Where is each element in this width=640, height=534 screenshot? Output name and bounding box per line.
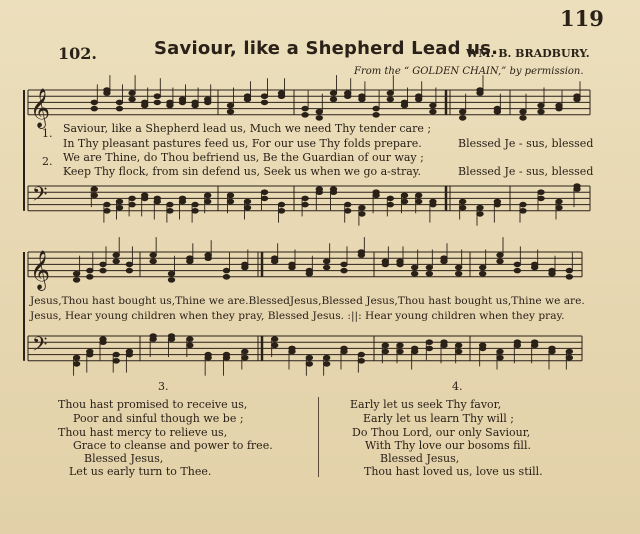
note-head (330, 91, 336, 96)
lyric-line: We are Thine, do Thou befriend us, Be the Guardian of our way ; (63, 151, 424, 164)
note-head (73, 271, 79, 276)
note-head (426, 346, 432, 351)
stanza-line: Early let us learn Thy will ; (363, 412, 514, 425)
note-head (556, 199, 562, 204)
note-head (192, 202, 198, 207)
verse-number: 2. (42, 155, 53, 168)
clef: 𝄞 (30, 87, 51, 128)
note-head (73, 362, 79, 367)
stanza-divider (318, 397, 319, 477)
note-head (330, 187, 336, 192)
note-head (574, 94, 580, 99)
note-head (531, 262, 537, 267)
note-head (205, 199, 211, 204)
note-head (87, 275, 93, 280)
refrain-line: Blessed Je - sus, blessed (458, 165, 594, 178)
note-head (426, 265, 432, 270)
note-head (358, 250, 364, 255)
note-head (494, 199, 500, 204)
note-head (227, 199, 233, 204)
note-head (129, 97, 135, 102)
note-head (549, 268, 555, 273)
note-head (73, 355, 79, 360)
note-head (430, 103, 436, 108)
note-head (223, 275, 229, 280)
note-head (323, 355, 329, 360)
note-head (430, 199, 436, 204)
note-head (154, 94, 160, 99)
note-head (441, 340, 447, 345)
lyric-line: Jesus, Hear young children when they pray, Blessed Jesus. :||: Hear young children when they pray. (30, 310, 565, 322)
note-head (459, 199, 465, 204)
page-number: 119 (560, 6, 604, 31)
note-head (345, 91, 351, 96)
stanza-line: Blessed Jesus, (84, 452, 164, 465)
note-head (187, 337, 193, 342)
note-head (104, 209, 110, 214)
note-head (302, 202, 308, 207)
note-head (223, 268, 229, 273)
note-head (430, 109, 436, 114)
note-head (116, 205, 122, 210)
note-head (397, 349, 403, 354)
note-head (244, 94, 250, 99)
note-head (227, 103, 233, 108)
note-head (113, 259, 119, 264)
note-head (549, 346, 555, 351)
note-head (154, 196, 160, 201)
note-head (459, 109, 465, 114)
note-head (129, 91, 135, 96)
note-head (150, 334, 156, 339)
note-head (459, 116, 465, 121)
note-head (341, 346, 347, 351)
note-head (426, 271, 432, 276)
note-head (205, 97, 211, 102)
note-head (514, 340, 520, 345)
note-head (387, 196, 393, 201)
note-head (113, 359, 119, 364)
lyric-line: In Thy pleasant pastures feed us, For our use Thy folds prepare. (63, 137, 422, 150)
note-head (244, 205, 250, 210)
note-head (382, 259, 388, 264)
lyric-line: Saviour, like a Shepherd lead us, Much we need Thy tender care ; (63, 122, 432, 135)
stanza-line: Blessed Jesus, (380, 452, 460, 465)
note-head (73, 278, 79, 283)
note-head (126, 268, 132, 273)
note-head (497, 355, 503, 360)
stanza-line: Thou hast loved us, love us still. (364, 465, 543, 478)
note-head (91, 187, 97, 192)
note-head (323, 265, 329, 270)
note-head (574, 184, 580, 189)
note-head (154, 100, 160, 105)
note-head (387, 97, 393, 102)
notes (73, 75, 580, 376)
note-head (192, 100, 198, 105)
note-head (205, 352, 211, 357)
note-head (566, 275, 572, 280)
note-head (244, 199, 250, 204)
note-head (113, 253, 119, 258)
stanza-line: Poor and sinful though we be ; (73, 412, 244, 425)
note-head (91, 193, 97, 198)
note-head (538, 103, 544, 108)
note-head (520, 116, 526, 121)
note-head (520, 209, 526, 214)
note-head (373, 106, 379, 111)
note-head (316, 187, 322, 192)
note-head (227, 193, 233, 198)
note-head (192, 209, 198, 214)
note-head (341, 268, 347, 273)
note-head (497, 253, 503, 258)
note-head (514, 268, 520, 273)
note-head (306, 268, 312, 273)
note-head (479, 265, 485, 270)
note-head (261, 196, 267, 201)
hymn-number: 102. (58, 44, 97, 63)
note-head (455, 271, 461, 276)
note-head (302, 113, 308, 118)
note-head (87, 268, 93, 273)
note-head (531, 340, 537, 345)
note-head (179, 196, 185, 201)
note-head (330, 97, 336, 102)
note-head (477, 205, 483, 210)
stanza-line: Thou hast promised to receive us, (58, 398, 248, 411)
note-head (306, 362, 312, 367)
note-head (416, 193, 422, 198)
note-head (100, 268, 106, 273)
note-head (91, 106, 97, 111)
note-head (359, 212, 365, 217)
note-head (566, 355, 572, 360)
note-head (401, 100, 407, 105)
note-head (455, 343, 461, 348)
note-head (100, 337, 106, 342)
note-head (168, 271, 174, 276)
note-head (126, 262, 132, 267)
note-head (426, 340, 432, 345)
note-head (387, 202, 393, 207)
note-head (373, 113, 379, 118)
note-head (359, 205, 365, 210)
note-head (187, 256, 193, 261)
note-head (278, 202, 284, 207)
note-head (455, 265, 461, 270)
note-head (538, 109, 544, 114)
note-head (142, 100, 148, 105)
verse-number: 1. (42, 127, 53, 140)
note-head (479, 343, 485, 348)
note-head (566, 268, 572, 273)
note-head (479, 271, 485, 276)
note-head (167, 209, 173, 214)
note-head (142, 193, 148, 198)
note-head (167, 100, 173, 105)
note-head (459, 205, 465, 210)
note-head (129, 202, 135, 207)
note-head (116, 106, 122, 111)
note-head (261, 100, 267, 105)
note-head (167, 202, 173, 207)
note-head (179, 97, 185, 102)
note-head (91, 100, 97, 105)
note-head (278, 209, 284, 214)
stanza-line: With Thy love our bosoms fill. (365, 439, 531, 452)
note-head (345, 202, 351, 207)
note-head (514, 262, 520, 267)
note-head (556, 205, 562, 210)
note-head (242, 262, 248, 267)
note-head (168, 278, 174, 283)
note-head (113, 352, 119, 357)
note-head (520, 202, 526, 207)
stanza-number: 3. (158, 380, 169, 393)
stanza-line: Grace to cleanse and power to free. (73, 439, 273, 452)
note-head (441, 256, 447, 261)
note-head (411, 346, 417, 351)
note-head (397, 259, 403, 264)
note-head (227, 109, 233, 114)
note-head (104, 202, 110, 207)
clef: 𝄢 (32, 332, 48, 361)
note-head (397, 343, 403, 348)
refrain-line: Blessed Je - sus, blessed (458, 137, 594, 150)
note-head (87, 349, 93, 354)
clef: 𝄞 (30, 249, 51, 290)
note-head (497, 259, 503, 264)
note-head (382, 349, 388, 354)
note-head (150, 259, 156, 264)
hymn-title: Saviour, like a Shepherd Lead us. (154, 38, 499, 59)
note-head (401, 193, 407, 198)
note-head (289, 346, 295, 351)
note-head (323, 362, 329, 367)
note-head (116, 100, 122, 105)
note-head (302, 196, 308, 201)
note-head (387, 91, 393, 96)
note-head (150, 253, 156, 258)
note-head (242, 349, 248, 354)
note-head (316, 109, 322, 114)
stanza-number: 4. (452, 380, 463, 393)
note-head (416, 199, 422, 204)
lyric-line: Keep Thy flock, from sin defend us, Seek us when we go a-stray. (63, 165, 422, 178)
note-head (205, 253, 211, 258)
note-head (316, 116, 322, 121)
note-head (358, 352, 364, 357)
note-head (477, 88, 483, 93)
note-head (278, 91, 284, 96)
note-head (556, 103, 562, 108)
lyric-line: Jesus,Thou hast bought us,Thine we are.BlessedJesus,Blessed Jesus,Thou hast bought us,Thine we are. (30, 295, 585, 307)
note-head (271, 343, 277, 348)
stanza-line: Do Thou Lord, our only Saviour, (352, 426, 531, 439)
note-head (411, 271, 417, 276)
note-head (261, 190, 267, 195)
note-head (223, 352, 229, 357)
note-head (538, 196, 544, 201)
note-head (538, 190, 544, 195)
note-head (302, 106, 308, 111)
note-head (126, 349, 132, 354)
note-head (382, 343, 388, 348)
note-head (359, 94, 365, 99)
note-head (373, 190, 379, 195)
note-head (341, 262, 347, 267)
note-head (520, 109, 526, 114)
stanza-line: Thou hast mercy to relieve us, (58, 426, 228, 439)
composer-name: WM. B. BRADBURY. (466, 47, 590, 60)
note-head (129, 196, 135, 201)
note-head (168, 334, 174, 339)
note-head (205, 193, 211, 198)
note-head (289, 262, 295, 267)
note-head (271, 337, 277, 342)
note-head (323, 259, 329, 264)
note-head (416, 94, 422, 99)
note-head (494, 106, 500, 111)
note-head (477, 212, 483, 217)
note-head (261, 94, 267, 99)
note-head (271, 256, 277, 261)
note-head (345, 209, 351, 214)
stanza-line: Early let us seek Thy favor, (350, 398, 502, 411)
stanza-line: Let us early turn to Thee. (69, 465, 212, 478)
note-head (116, 199, 122, 204)
clef: 𝄢 (32, 182, 48, 211)
note-head (566, 349, 572, 354)
note-head (306, 355, 312, 360)
note-head (411, 265, 417, 270)
note-head (455, 349, 461, 354)
note-head (497, 349, 503, 354)
note-head (100, 262, 106, 267)
note-head (104, 88, 110, 93)
source-credit: From the “ GOLDEN CHAIN,” by permission. (354, 66, 584, 77)
note-head (187, 343, 193, 348)
note-head (401, 199, 407, 204)
note-head (242, 355, 248, 360)
note-head (358, 359, 364, 364)
